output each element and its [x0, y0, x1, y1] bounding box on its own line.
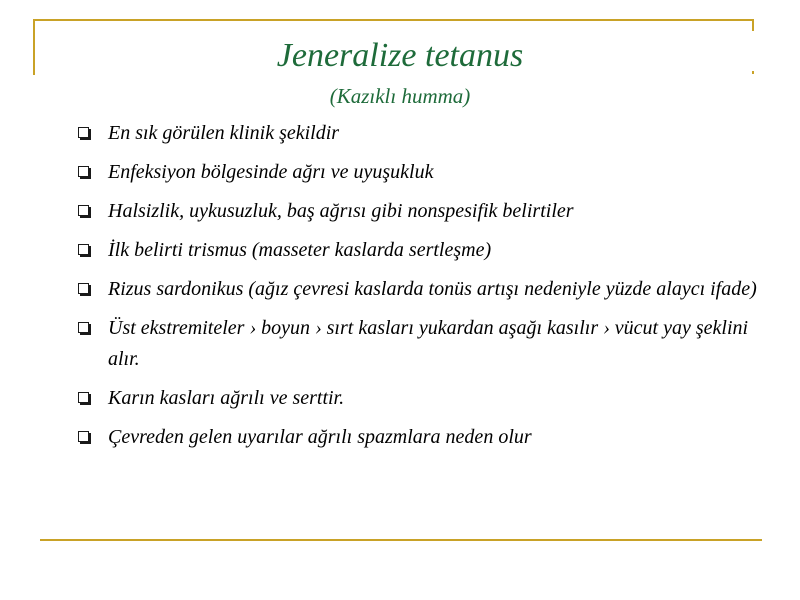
- bullet-item: [78, 313, 758, 375]
- slide-title: Jeneralize tetanus: [276, 37, 524, 74]
- square-bullet-icon: [78, 244, 89, 255]
- bullet-text: Rizus sardonikus (ağız çevresi kaslarda tonüs artışı nedeniyle yüzde alaycı ifade): [108, 278, 757, 300]
- bullet-item: [78, 383, 758, 414]
- slide-subtitle: (Kazıklı humma): [329, 84, 471, 108]
- square-bullet-icon: [78, 392, 89, 403]
- bullet-text: En sık görülen klinik şekildir: [108, 122, 340, 144]
- bullet-list: [78, 118, 758, 461]
- bullet-item: [78, 274, 758, 305]
- bullet-text: Enfeksiyon bölgesinde ağrı ve uyuşukluk: [108, 161, 434, 183]
- bullet-text: İlk belirti trismus (masseter kaslarda sertleşme): [108, 239, 492, 261]
- bullet-item: [78, 422, 758, 453]
- bullet-text: Çevreden gelen uyarılar ağrılı spazmlara neden olur: [108, 426, 532, 448]
- bullet-item: [78, 118, 758, 149]
- bullet-text: Karın kasları ağrılı ve serttir.: [108, 387, 345, 409]
- square-bullet-icon: [78, 322, 89, 333]
- square-bullet-icon: [78, 431, 89, 442]
- bullet-text: Halsizlik, uykusuzluk, baş ağrısı gibi nonspesifik belirtiler: [108, 200, 574, 222]
- square-bullet-icon: [78, 283, 89, 294]
- square-bullet-icon: [78, 166, 89, 177]
- bullet-text: Üst ekstremiteler › boyun › sırt kasları yukardan aşağı kasılır › vücut yay şeklini alır.: [108, 317, 749, 370]
- square-bullet-icon: [78, 205, 89, 216]
- square-bullet-icon: [78, 127, 89, 138]
- frame-right-line: [752, 19, 754, 31]
- bullet-item: [78, 157, 758, 188]
- bullet-item: [78, 235, 758, 266]
- bullet-item: [78, 196, 758, 227]
- frame-top-line: [34, 19, 754, 21]
- frame-bottom-line: [40, 539, 762, 541]
